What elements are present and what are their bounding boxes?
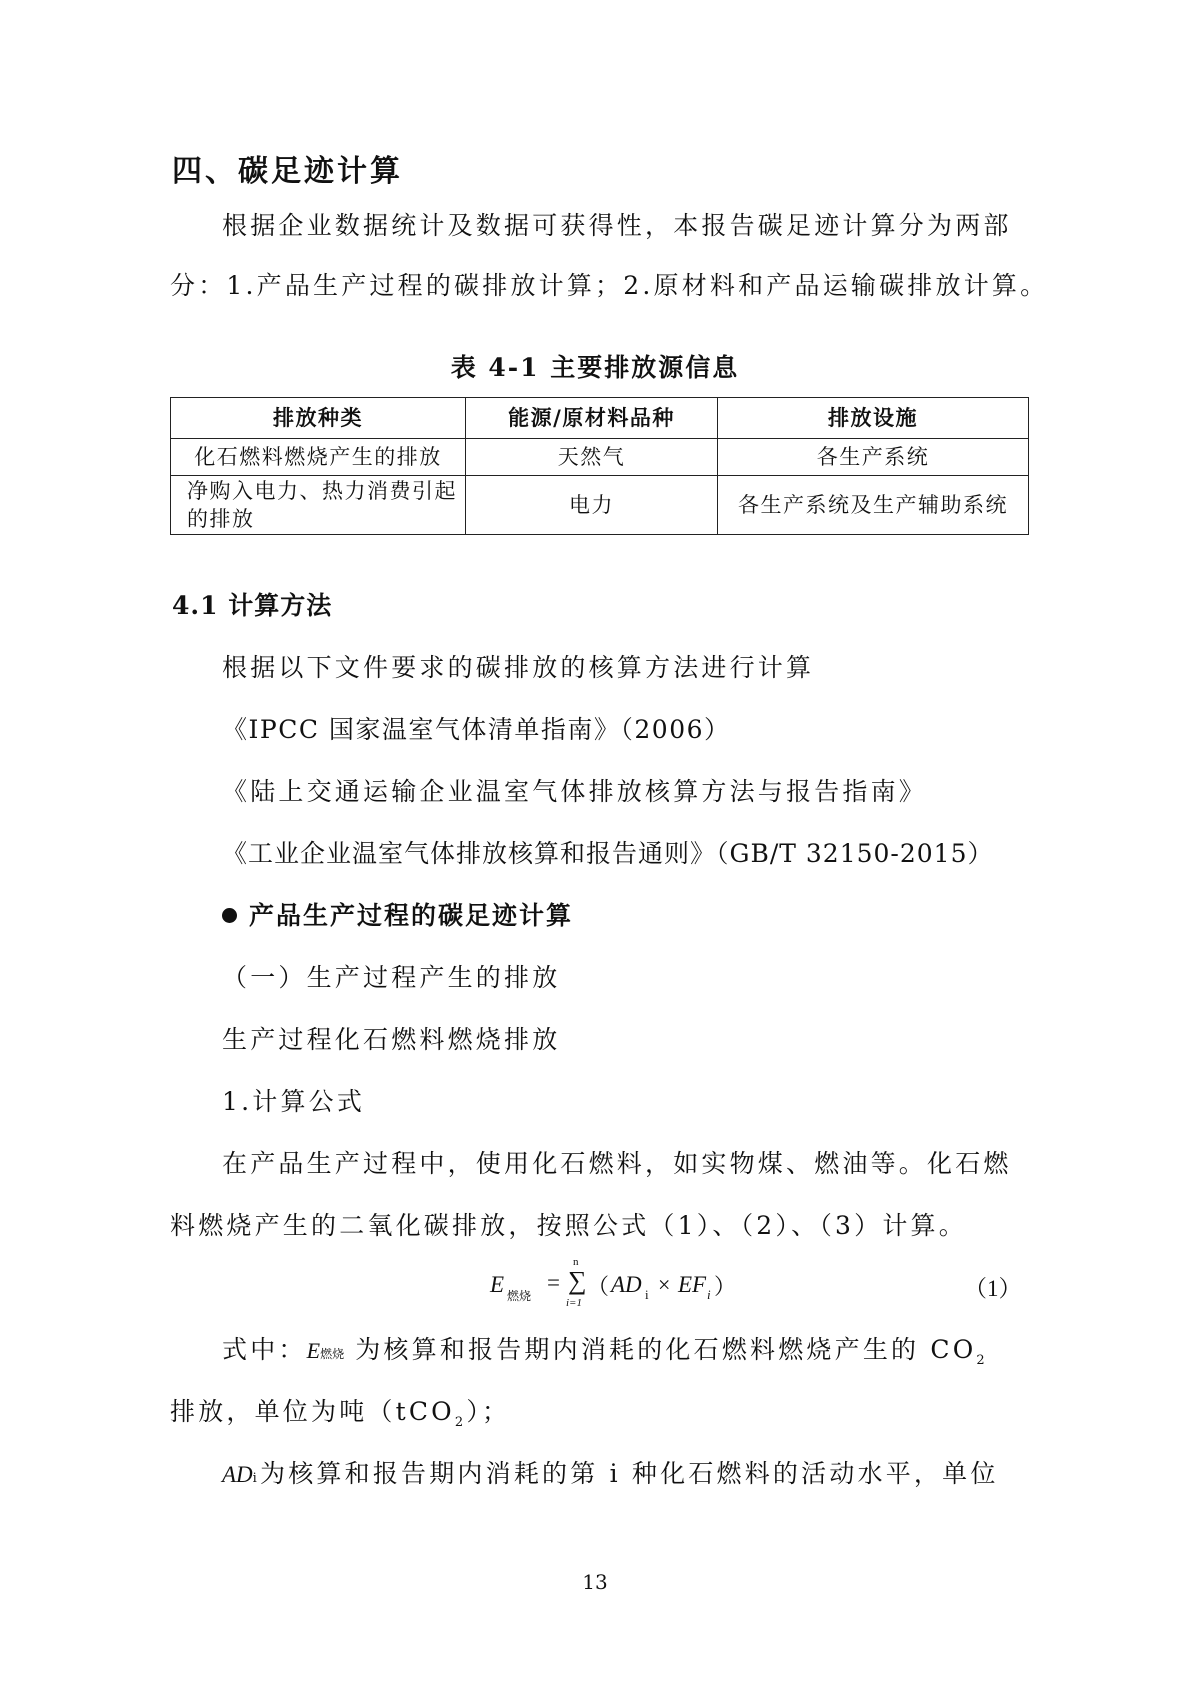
formula-ef-sub: i xyxy=(707,1287,711,1302)
def1-text: 为核算和报告期内消耗的化石燃料燃烧产生的 CO xyxy=(355,1335,977,1364)
reference-item: 《IPCC 国家温室气体清单指南》（2006） xyxy=(222,715,731,744)
definition-2 xyxy=(222,1454,999,1490)
table-header-cell: 排放种类 xyxy=(171,398,466,439)
bullet-item-label: 产品生产过程的碳足迹计算 xyxy=(249,901,574,930)
table-header-cell: 能源/原材料品种 xyxy=(466,398,718,439)
para1-line-1: 在产品生产过程中，使用化石燃料，如实物煤、燃油等。化石燃 xyxy=(222,1149,1012,1178)
method-intro: 根据以下文件要求的碳排放的核算方法进行计算 xyxy=(222,653,815,682)
page-number: 13 xyxy=(582,1570,608,1594)
formula-lhs-sub: 燃烧 xyxy=(507,1289,532,1303)
table-header-cell: 排放设施 xyxy=(718,398,1029,439)
intro-line-2: 分：1.产品生产过程的碳排放计算；2.原材料和产品运输碳排放计算。 xyxy=(170,271,1049,300)
def1-line2-end: ）； xyxy=(466,1397,511,1426)
table-row xyxy=(171,476,1029,535)
bullet-icon xyxy=(222,908,237,923)
table-cell: 各生产系统及生产辅助系统 xyxy=(718,476,1029,535)
def2-var-sub: i xyxy=(252,1471,261,1486)
table-cell: 各生产系统 xyxy=(718,439,1029,476)
table-row xyxy=(171,439,1029,476)
formula-ad-sub: i xyxy=(645,1287,649,1302)
formula-heading: 1.计算公式 xyxy=(222,1087,366,1116)
def1-line2-sub: 2 xyxy=(454,1415,467,1430)
definition-1-line-2 xyxy=(170,1392,510,1430)
reference-item: 《陆上交通运输企业温室气体排放核算方法与报告指南》 xyxy=(222,777,928,806)
table-cell: 天然气 xyxy=(466,439,718,476)
def1-line2: 排放，单位为吨（tCO xyxy=(170,1397,455,1426)
definition-1 xyxy=(222,1330,988,1368)
def1-text-sub: 2 xyxy=(976,1353,988,1368)
def1-var-sub: 燃烧 xyxy=(320,1347,345,1361)
formula-equals: = xyxy=(547,1270,560,1295)
page-heading: 四、碳足迹计算 xyxy=(172,154,403,189)
formula-lhs: E xyxy=(490,1272,505,1297)
formula-sum-top: n xyxy=(573,1256,579,1268)
def1-var: E xyxy=(306,1338,321,1363)
def2-text: 为核算和报告期内消耗的第 i 种化石燃料的活动水平，单位 xyxy=(260,1459,999,1488)
def1-prefix: 式中： xyxy=(222,1335,307,1364)
def2-var: AD xyxy=(222,1462,253,1487)
table-caption: 表 4-1 主要排放源信息 xyxy=(450,353,740,382)
para1-line-2: 料燃烧产生的二氧化碳排放，按照公式（1）、（2）、（3）计算。 xyxy=(170,1211,967,1240)
table-cell: 电力 xyxy=(466,476,718,535)
formula-ef: EF xyxy=(678,1272,707,1297)
formula-close-paren: ） xyxy=(714,1274,737,1299)
formula-ad: AD xyxy=(611,1272,642,1297)
emission-source-table xyxy=(170,397,1029,535)
table-header-row xyxy=(171,398,1029,439)
sum-icon: ∑ xyxy=(568,1266,587,1295)
formula-times: × xyxy=(658,1272,671,1297)
table-cell: 净购入电力、热力消费引起的排放 xyxy=(171,476,466,535)
bullet-item xyxy=(222,896,573,932)
reference-item: 《工业企业温室气体排放核算和报告通则》（GB/T 32150-2015） xyxy=(222,839,994,868)
section-title: 4.1 计算方法 xyxy=(172,591,333,620)
table-cell: 化石燃料燃烧产生的排放 xyxy=(171,439,466,476)
sub-heading: （一）生产过程产生的排放 xyxy=(222,963,561,992)
formula-open-paren: （ xyxy=(587,1274,610,1299)
intro-line-1: 根据企业数据统计及数据可获得性，本报告碳足迹计算分为两部 xyxy=(222,211,1012,240)
formula-number: （1） xyxy=(964,1276,1022,1301)
formula-sum-bottom: i=1 xyxy=(566,1297,582,1309)
sub-sub-heading: 生产过程化石燃料燃烧排放 xyxy=(222,1025,561,1054)
